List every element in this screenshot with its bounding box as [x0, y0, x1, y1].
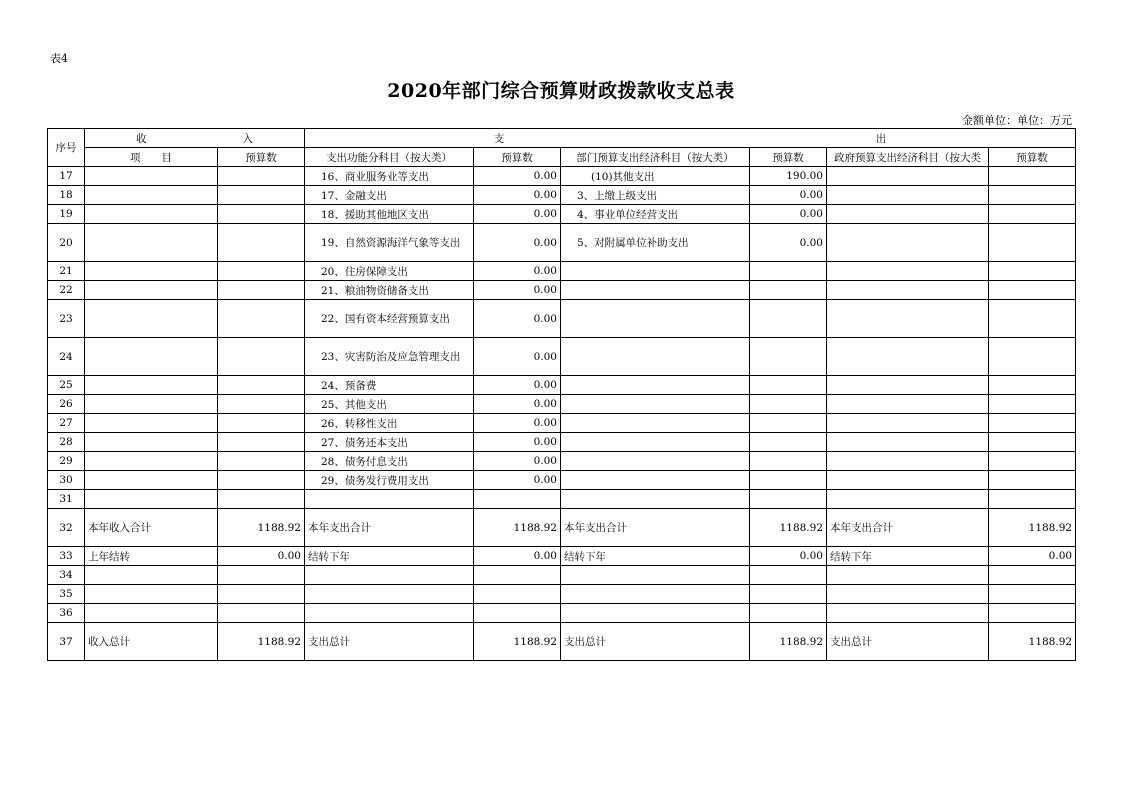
dept-item-cell — [561, 262, 750, 281]
dept-amount-cell — [750, 300, 827, 338]
row-number-cell: 28 — [48, 433, 85, 452]
row-number-cell: 30 — [48, 471, 85, 490]
dept-item-cell — [561, 338, 750, 376]
gov-amount-cell — [989, 414, 1076, 433]
func-amount-cell: 0.00 — [474, 167, 561, 186]
income-item-cell — [85, 186, 218, 205]
income-amount-cell: 1188.92 — [218, 623, 305, 661]
income-item-cell: 收入总计 — [85, 623, 218, 661]
func-amount-cell: 0.00 — [474, 395, 561, 414]
func-amount-cell — [474, 604, 561, 623]
func-item-cell: 29、债务发行费用支出 — [305, 471, 474, 490]
income-amount-cell — [218, 490, 305, 509]
gov-item-cell: 结转下年 — [827, 547, 989, 566]
dept-amount-cell: 0.00 — [750, 547, 827, 566]
dept-amount-cell — [750, 490, 827, 509]
func-item-cell: 19、自然资源海洋气象等支出 — [305, 224, 474, 262]
func-item-cell: 20、住房保障支出 — [305, 262, 474, 281]
func-item-cell: 28、债务付息支出 — [305, 452, 474, 471]
dept-item-cell — [561, 585, 750, 604]
gov-amount-cell — [989, 186, 1076, 205]
income-item-cell — [85, 300, 218, 338]
func-item-cell: 17、金融支出 — [305, 186, 474, 205]
table-row — [48, 224, 1076, 262]
income-item-cell — [85, 471, 218, 490]
gov-item-cell: 本年支出合计 — [827, 509, 989, 547]
dept-item-cell — [561, 376, 750, 395]
gov-item-cell — [827, 452, 989, 471]
row-number-cell: 23 — [48, 300, 85, 338]
header-expense-group — [305, 129, 1076, 148]
income-item-cell — [85, 167, 218, 186]
row-number-cell: 31 — [48, 490, 85, 509]
func-amount-cell: 0.00 — [474, 414, 561, 433]
row-number-cell: 37 — [48, 623, 85, 661]
gov-amount-cell: 1188.92 — [989, 623, 1076, 661]
table-row — [48, 300, 1076, 338]
table-row — [48, 414, 1076, 433]
header-expense-char-1: 支 — [493, 132, 505, 145]
header-income-char-2: 入 — [242, 132, 253, 145]
income-item-cell: 上年结转 — [85, 547, 218, 566]
gov-item-cell — [827, 604, 989, 623]
gov-item-cell — [827, 585, 989, 604]
func-amount-cell: 0.00 — [474, 281, 561, 300]
income-amount-cell: 1188.92 — [218, 509, 305, 547]
gov-amount-cell — [989, 585, 1076, 604]
func-amount-cell: 0.00 — [474, 262, 561, 281]
dept-amount-cell — [750, 604, 827, 623]
row-number-cell: 35 — [48, 585, 85, 604]
func-item-cell: 结转下年 — [305, 547, 474, 566]
gov-amount-cell — [989, 262, 1076, 281]
row-number-cell: 17 — [48, 167, 85, 186]
table-row — [48, 167, 1076, 186]
gov-amount-cell — [989, 452, 1076, 471]
row-number-cell: 18 — [48, 186, 85, 205]
gov-amount-cell — [989, 604, 1076, 623]
header-dept-amount: 预算数 — [750, 148, 827, 167]
func-item-cell: 18、援助其他地区支出 — [305, 205, 474, 224]
table-number-label: 表4 — [50, 52, 68, 65]
budget-summary-table — [47, 128, 1076, 661]
func-amount-cell: 0.00 — [474, 338, 561, 376]
func-item-cell: 22、国有资本经营预算支出 — [305, 300, 474, 338]
dept-item-cell — [561, 566, 750, 585]
income-item-cell — [85, 224, 218, 262]
gov-amount-cell — [989, 395, 1076, 414]
gov-item-cell — [827, 281, 989, 300]
table-row — [48, 338, 1076, 376]
header-income-amount: 预算数 — [218, 148, 305, 167]
header-income-item: 项 目 — [85, 148, 218, 167]
func-item-cell: 支出总计 — [305, 623, 474, 661]
table-row — [48, 433, 1076, 452]
func-amount-cell: 0.00 — [474, 205, 561, 224]
income-item-cell — [85, 338, 218, 376]
header-func-amount: 预算数 — [474, 148, 561, 167]
gov-amount-cell — [989, 566, 1076, 585]
gov-item-cell — [827, 167, 989, 186]
row-number-cell: 25 — [48, 376, 85, 395]
func-amount-cell: 0.00 — [474, 471, 561, 490]
header-gov-item: 政府预算支出经济科目（按大类 — [827, 148, 989, 167]
func-item-cell: 本年支出合计 — [305, 509, 474, 547]
gov-item-cell — [827, 262, 989, 281]
gov-item-cell — [827, 433, 989, 452]
dept-item-cell — [561, 471, 750, 490]
dept-amount-cell — [750, 433, 827, 452]
func-item-cell — [305, 490, 474, 509]
row-number-cell: 34 — [48, 566, 85, 585]
dept-item-cell: 3、上缴上级支出 — [561, 186, 750, 205]
gov-amount-cell — [989, 376, 1076, 395]
income-amount-cell — [218, 300, 305, 338]
gov-amount-cell — [989, 281, 1076, 300]
dept-item-cell: 支出总计 — [561, 623, 750, 661]
income-amount-cell — [218, 395, 305, 414]
header-dept-item: 部门预算支出经济科目（按大类） — [561, 148, 750, 167]
table-row — [48, 262, 1076, 281]
gov-item-cell — [827, 395, 989, 414]
income-amount-cell — [218, 186, 305, 205]
gov-item-cell — [827, 490, 989, 509]
dept-amount-cell — [750, 452, 827, 471]
dept-item-cell — [561, 414, 750, 433]
page-title: 2020年部门综合预算财政拨款收支总表 — [387, 80, 735, 102]
dept-item-cell — [561, 433, 750, 452]
table-row — [48, 471, 1076, 490]
gov-item-cell — [827, 300, 989, 338]
func-amount-cell — [474, 490, 561, 509]
func-item-cell: 16、商业服务业等支出 — [305, 167, 474, 186]
income-item-cell — [85, 490, 218, 509]
dept-item-cell: 结转下年 — [561, 547, 750, 566]
func-item-cell — [305, 604, 474, 623]
row-number-cell: 32 — [48, 509, 85, 547]
income-amount-cell — [218, 604, 305, 623]
dept-amount-cell: 1188.92 — [750, 509, 827, 547]
gov-amount-cell — [989, 167, 1076, 186]
dept-item-cell — [561, 604, 750, 623]
income-amount-cell — [218, 433, 305, 452]
dept-item-cell — [561, 452, 750, 471]
dept-amount-cell: 0.00 — [750, 224, 827, 262]
gov-item-cell — [827, 471, 989, 490]
income-amount-cell — [218, 471, 305, 490]
income-amount-cell — [218, 452, 305, 471]
table-row — [48, 623, 1076, 661]
income-item-cell — [85, 585, 218, 604]
dept-amount-cell — [750, 566, 827, 585]
row-number-cell: 26 — [48, 395, 85, 414]
gov-amount-cell — [989, 490, 1076, 509]
dept-item-cell — [561, 281, 750, 300]
header-income-char-1: 收 — [136, 132, 147, 145]
table-row — [48, 205, 1076, 224]
dept-amount-cell — [750, 585, 827, 604]
dept-amount-cell: 0.00 — [750, 205, 827, 224]
income-amount-cell: 0.00 — [218, 547, 305, 566]
func-amount-cell: 1188.92 — [474, 509, 561, 547]
func-amount-cell — [474, 566, 561, 585]
gov-item-cell — [827, 338, 989, 376]
gov-item-cell — [827, 205, 989, 224]
dept-amount-cell — [750, 338, 827, 376]
row-number-cell: 24 — [48, 338, 85, 376]
func-amount-cell — [474, 585, 561, 604]
row-number-cell: 29 — [48, 452, 85, 471]
row-number-cell: 19 — [48, 205, 85, 224]
income-amount-cell — [218, 414, 305, 433]
gov-amount-cell — [989, 338, 1076, 376]
func-amount-cell: 0.00 — [474, 433, 561, 452]
income-amount-cell — [218, 566, 305, 585]
income-item-cell — [85, 376, 218, 395]
row-number-cell: 22 — [48, 281, 85, 300]
func-amount-cell: 0.00 — [474, 452, 561, 471]
gov-amount-cell — [989, 300, 1076, 338]
table-row — [48, 604, 1076, 623]
dept-amount-cell — [750, 281, 827, 300]
row-number-cell: 27 — [48, 414, 85, 433]
income-item-cell — [85, 566, 218, 585]
func-item-cell — [305, 566, 474, 585]
gov-item-cell — [827, 414, 989, 433]
income-item-cell — [85, 604, 218, 623]
func-item-cell: 27、债务还本支出 — [305, 433, 474, 452]
dept-item-cell — [561, 395, 750, 414]
dept-item-cell — [561, 300, 750, 338]
amount-unit-label: 金额单位：单位：万元 — [962, 114, 1072, 127]
func-amount-cell: 0.00 — [474, 186, 561, 205]
row-number-cell: 36 — [48, 604, 85, 623]
income-amount-cell — [218, 167, 305, 186]
income-amount-cell — [218, 338, 305, 376]
income-item-cell — [85, 414, 218, 433]
header-expense-char-2: 出 — [875, 132, 887, 145]
func-item-cell: 24、预备费 — [305, 376, 474, 395]
dept-item-cell: 4、事业单位经营支出 — [561, 205, 750, 224]
gov-item-cell — [827, 186, 989, 205]
income-item-cell — [85, 452, 218, 471]
header-gov-amount: 预算数 — [989, 148, 1076, 167]
table-row — [48, 509, 1076, 547]
dept-item-cell: (10)其他支出 — [561, 167, 750, 186]
func-amount-cell: 0.00 — [474, 376, 561, 395]
table-row — [48, 281, 1076, 300]
table-row — [48, 566, 1076, 585]
gov-item-cell — [827, 566, 989, 585]
income-item-cell — [85, 205, 218, 224]
table-header — [48, 129, 1076, 167]
dept-amount-cell — [750, 262, 827, 281]
func-item-cell: 21、粮油物资储备支出 — [305, 281, 474, 300]
dept-amount-cell: 190.00 — [750, 167, 827, 186]
table-row — [48, 490, 1076, 509]
dept-amount-cell — [750, 471, 827, 490]
income-item-cell — [85, 262, 218, 281]
gov-amount-cell — [989, 471, 1076, 490]
row-number-cell: 20 — [48, 224, 85, 262]
func-amount-cell: 1188.92 — [474, 623, 561, 661]
table-body — [48, 167, 1076, 661]
row-number-cell: 21 — [48, 262, 85, 281]
gov-amount-cell — [989, 433, 1076, 452]
gov-amount-cell: 1188.92 — [989, 509, 1076, 547]
income-item-cell: 本年收入合计 — [85, 509, 218, 547]
gov-item-cell: 支出总计 — [827, 623, 989, 661]
row-number-cell: 33 — [48, 547, 85, 566]
header-income-group — [85, 129, 305, 148]
func-amount-cell: 0.00 — [474, 547, 561, 566]
dept-item-cell: 本年支出合计 — [561, 509, 750, 547]
func-item-cell — [305, 585, 474, 604]
dept-item-cell: 5、对附属单位补助支出 — [561, 224, 750, 262]
table-row — [48, 452, 1076, 471]
table-row — [48, 547, 1076, 566]
dept-amount-cell — [750, 395, 827, 414]
header-seq: 序号 — [48, 129, 85, 167]
table-row — [48, 186, 1076, 205]
dept-amount-cell — [750, 414, 827, 433]
income-amount-cell — [218, 376, 305, 395]
func-amount-cell: 0.00 — [474, 224, 561, 262]
func-item-cell: 26、转移性支出 — [305, 414, 474, 433]
gov-amount-cell — [989, 205, 1076, 224]
income-amount-cell — [218, 585, 305, 604]
income-amount-cell — [218, 281, 305, 300]
func-amount-cell: 0.00 — [474, 300, 561, 338]
dept-item-cell — [561, 490, 750, 509]
income-item-cell — [85, 433, 218, 452]
dept-amount-cell — [750, 376, 827, 395]
table-row — [48, 585, 1076, 604]
income-item-cell — [85, 395, 218, 414]
func-item-cell: 25、其他支出 — [305, 395, 474, 414]
header-func-item: 支出功能分科目（按大类） — [305, 148, 474, 167]
gov-amount-cell: 0.00 — [989, 547, 1076, 566]
gov-amount-cell — [989, 224, 1076, 262]
table-row — [48, 395, 1076, 414]
income-item-cell — [85, 281, 218, 300]
func-item-cell: 23、灾害防治及应急管理支出 — [305, 338, 474, 376]
gov-item-cell — [827, 376, 989, 395]
dept-amount-cell: 0.00 — [750, 186, 827, 205]
income-amount-cell — [218, 224, 305, 262]
table-row — [48, 376, 1076, 395]
gov-item-cell — [827, 224, 989, 262]
income-amount-cell — [218, 205, 305, 224]
dept-amount-cell: 1188.92 — [750, 623, 827, 661]
income-amount-cell — [218, 262, 305, 281]
